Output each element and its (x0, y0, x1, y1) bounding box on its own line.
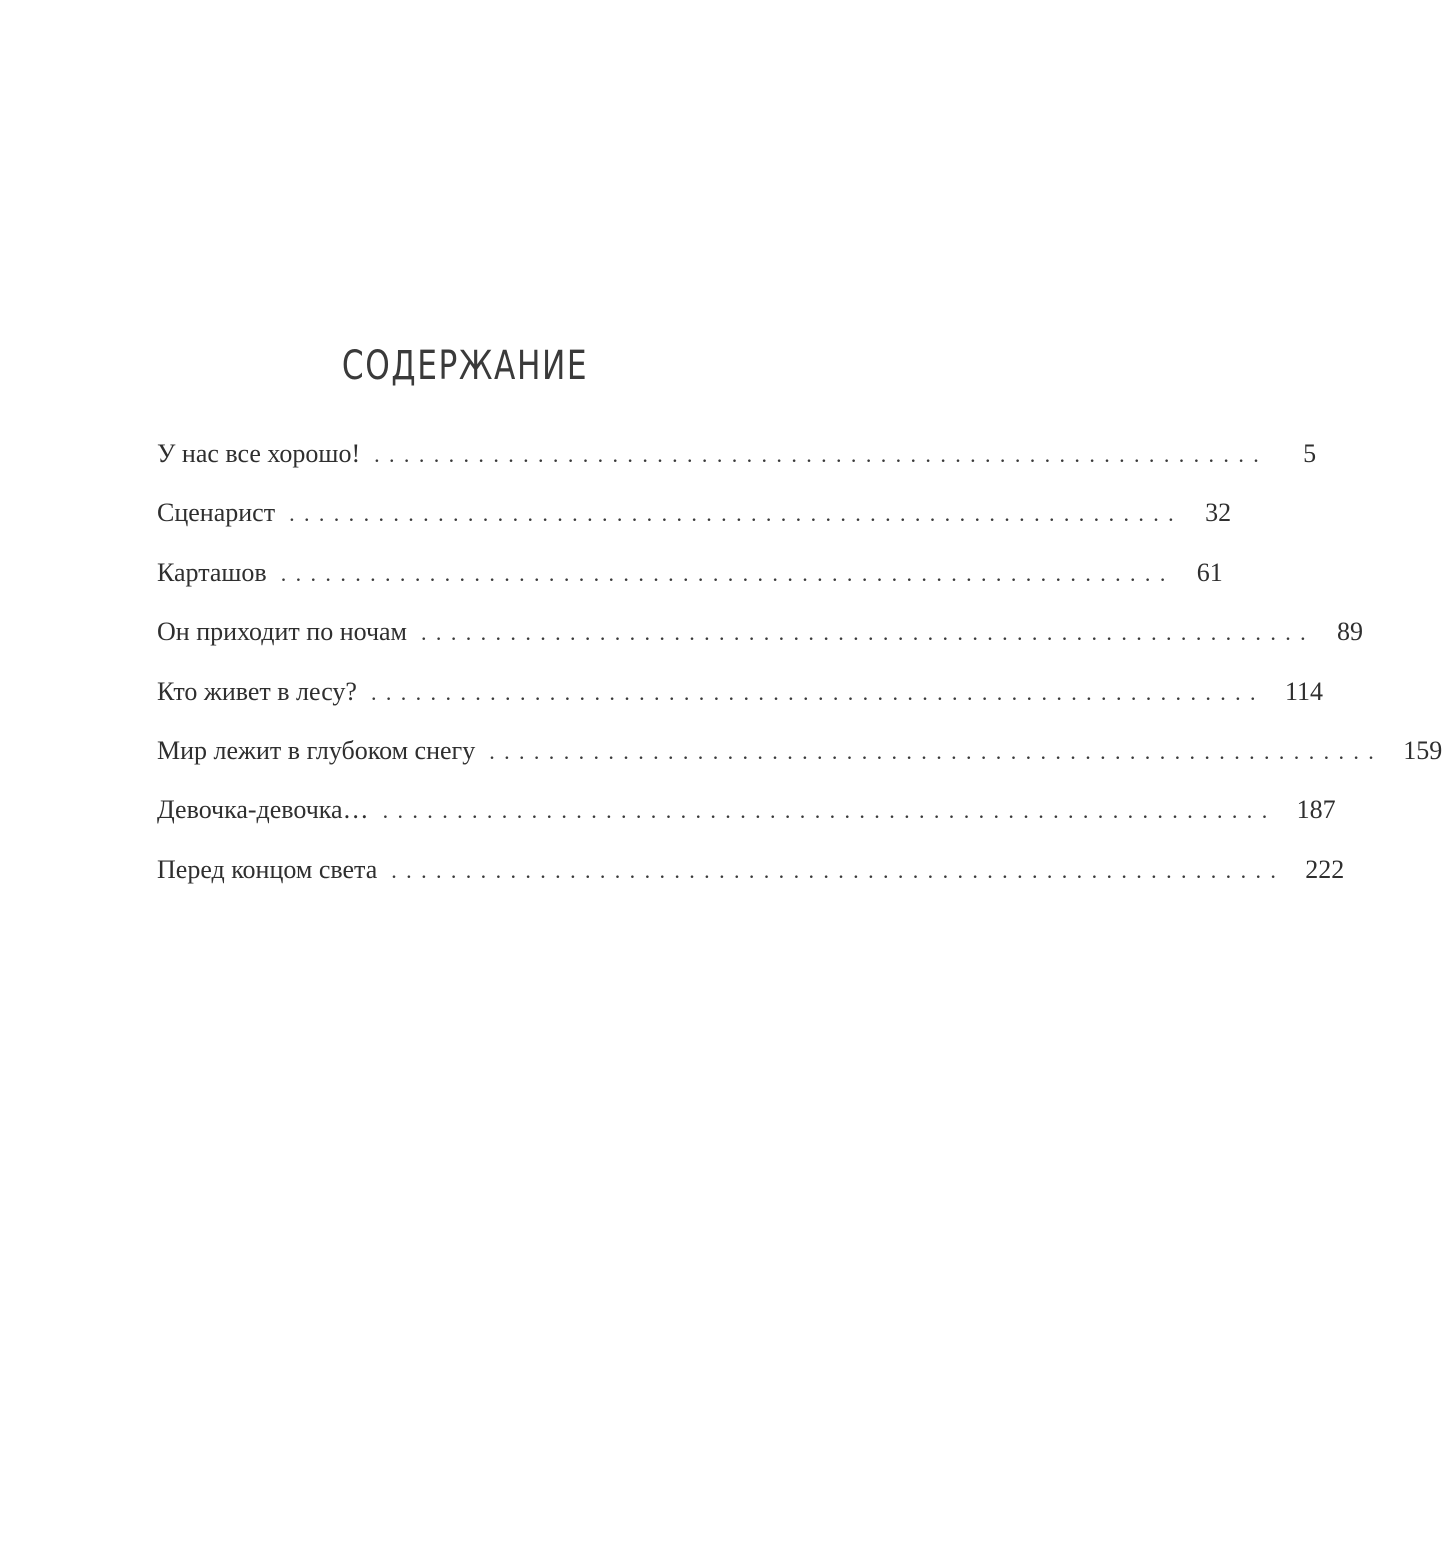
toc-entry-title: Мир лежит в глубоком снегу (157, 735, 476, 765)
toc-entry (157, 850, 1345, 909)
toc-entry-title: Кто живет в лесу? (157, 676, 357, 706)
toc-page-number: 61 (1196, 557, 1223, 587)
toc-entry-title: Карташов (157, 557, 267, 587)
dot-leader: ............................................................ (421, 620, 1316, 646)
toc-entry (157, 553, 1223, 612)
toc-page-number: 187 (1296, 795, 1336, 825)
toc-entry (157, 612, 1364, 671)
toc-entry (157, 493, 1232, 552)
contents-heading: СОДЕРЖАНИЕ (341, 343, 589, 389)
dot-leader: ............................................................ (370, 679, 1265, 705)
toc-entry (157, 434, 1317, 493)
table-of-contents (157, 434, 1442, 909)
dot-leader: ............................................................ (374, 442, 1269, 467)
toc-entry-title: Перед концом света (157, 854, 378, 884)
toc-entry (157, 731, 1442, 790)
dot-leader: ............................................................ (280, 560, 1175, 586)
toc-page-number: 114 (1284, 676, 1323, 706)
toc-entry (157, 790, 1336, 849)
dot-leader: ............................................................ (489, 738, 1384, 764)
dot-leader: ............................................................ (391, 857, 1286, 883)
toc-page-number: 89 (1337, 617, 1364, 647)
dot-leader: ............................................................ (382, 798, 1277, 824)
toc-entry-title: Девочка-девочка… (157, 795, 369, 825)
toc-entry-title: У нас все хорошо! (157, 439, 361, 468)
toc-entry-title: Сценарист (157, 498, 276, 528)
dot-leader: ............................................................ (289, 501, 1184, 527)
toc-page-number: 5 (1303, 439, 1317, 468)
toc-entry-title: Он приходит по ночам (157, 617, 408, 647)
toc-page-number: 222 (1305, 854, 1345, 884)
toc-page-number: 159 (1403, 735, 1442, 765)
toc-page-number: 32 (1205, 498, 1232, 528)
toc-entry (157, 672, 1323, 731)
